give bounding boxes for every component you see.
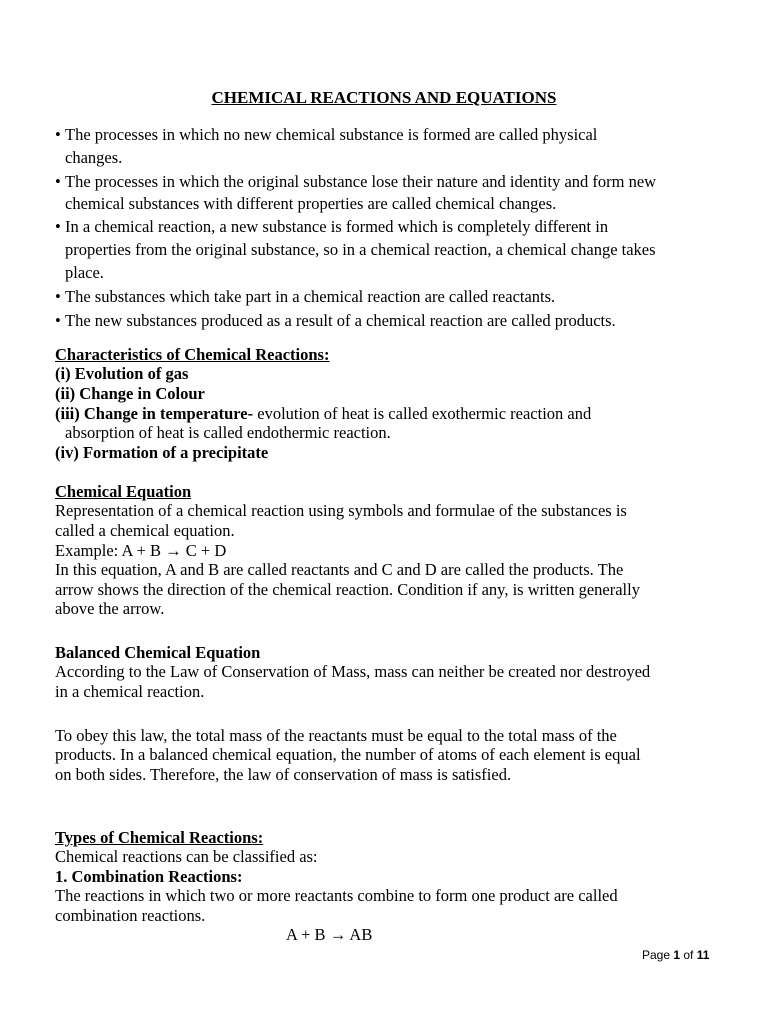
- combination-line-2: combination reactions.: [55, 906, 206, 925]
- bullet-1-line-1: • The processes in which no new chemical substance is formed are called physical: [55, 125, 598, 144]
- chemical-equation-line-2: called a chemical equation.: [55, 521, 235, 540]
- bullet-icon: •: [55, 311, 61, 330]
- characteristic-item-4: (iv) Formation of a precipitate: [55, 443, 269, 462]
- chemical-equation-line-4: In this equation, A and B are called reactants and C and D are called the products. The: [55, 560, 624, 579]
- balanced-p1-line-1: According to the Law of Conservation of Mass, mass can neither be created nor destroyed: [55, 662, 651, 681]
- characteristic-item-1: (i) Evolution of gas: [55, 364, 189, 383]
- characteristic-item-2: (ii) Change in Colour: [55, 384, 205, 403]
- balanced-p1-line-2: in a chemical reaction.: [55, 682, 205, 701]
- page-title: CHEMICAL REACTIONS AND EQUATIONS: [211, 88, 557, 107]
- bullet-2-line-1: • The processes in which the original substance lose their nature and identity and form new: [55, 172, 657, 191]
- chemical-equation-line-6: above the arrow.: [55, 599, 165, 618]
- bullet-icon: •: [55, 217, 61, 236]
- bullet-icon: •: [55, 172, 61, 191]
- bullet-4-line-1: • The substances which take part in a chemical reaction are called reactants.: [55, 287, 556, 306]
- characteristics-heading: Characteristics of Chemical Reactions:: [55, 345, 330, 364]
- combination-heading: 1. Combination Reactions:: [55, 867, 243, 886]
- balanced-p2-line-2: products. In a balanced chemical equation, the number of atoms of each element is equal: [55, 745, 641, 764]
- balanced-p2-line-1: To obey this law, the total mass of the reactants must be equal to the total mass of the: [55, 726, 617, 745]
- bullet-1-line-2: changes.: [65, 148, 123, 167]
- bullet-3-line-2: properties from the original substance, so in a chemical reaction, a chemical change takes: [65, 240, 656, 259]
- bullet-icon: •: [55, 287, 61, 306]
- bullet-2-line-2: chemical substances with different properties are called chemical changes.: [65, 194, 557, 213]
- types-intro: Chemical reactions can be classified as:: [55, 847, 318, 866]
- bullet-5-line-1: • The new substances produced as a result of a chemical reaction are called products.: [55, 311, 616, 330]
- balanced-p2-line-3: on both sides. Therefore, the law of conservation of mass is satisfied.: [55, 765, 512, 784]
- types-heading: Types of Chemical Reactions:: [55, 828, 264, 847]
- bullet-3-line-1: • In a chemical reaction, a new substance is formed which is completely different in: [55, 217, 609, 236]
- chemical-equation-heading: Chemical Equation: [55, 482, 192, 501]
- chemical-equation-example: Example: A + B → C + D: [55, 541, 227, 560]
- bullet-3-line-3: place.: [65, 263, 104, 282]
- chemical-equation-line-1: Representation of a chemical reaction using symbols and formulae of the substances is: [55, 501, 627, 520]
- balanced-heading: Balanced Chemical Equation: [55, 643, 261, 662]
- page-number: Page 1 of 11: [642, 948, 710, 962]
- characteristic-item-3-cont: absorption of heat is called endothermic reaction.: [65, 423, 391, 442]
- characteristic-item-3: (iii) Change in temperature- evolution of heat is called exothermic reaction and: [55, 404, 592, 423]
- bullet-icon: •: [55, 125, 61, 144]
- chemical-equation-line-5: arrow shows the direction of the chemical reaction. Condition if any, is written generally: [55, 580, 640, 599]
- combination-line-1: The reactions in which two or more reactants combine to form one product are called: [55, 886, 618, 905]
- combination-equation: A + B → AB: [286, 925, 373, 944]
